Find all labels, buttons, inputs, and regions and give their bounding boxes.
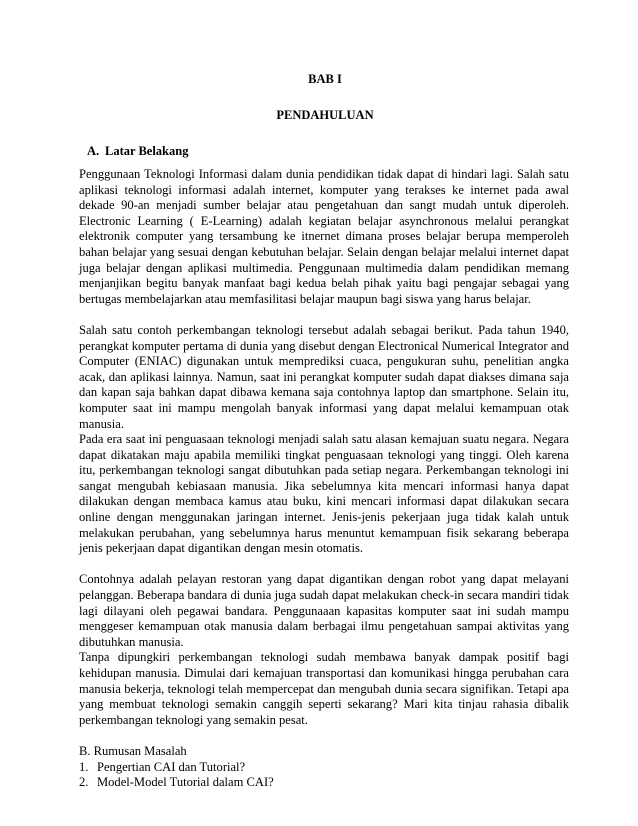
list-item bbox=[79, 775, 569, 791]
list-item-number: 2. bbox=[79, 775, 89, 790]
paragraph-intro: Penggunaan Teknologi Informasi dalam dunia pendidikan tidak dapat di hindari lagi. Salah satu aplikasi teknologi informasi adalah internet, komputer yang terakses ke internet pada awal dekade 90-an menjadi sumber belajar atau pengetahuan dan sangt mudah untuk diperoleh. Electronic Learning ( E-Learning) adalah kegiatan belajar asynchronous melalui perangkat elektronik computer yang tersambung ke itnernet dimana proses belajar berupa memperoleh bahan belajar yang sesuai dengan kebutuhan belajar. Selain dengan belajar melalui internet dapat juga belajar dengan aplikasi multimedia. Penggunaan multimedia dalam pendidikan memang menjanjikan begitu banyak manfaat bagi kedua belah pihak yaitu bagi pengajar sebagai yang bertugas membelajarkan atau memfasilitasi belajar maupun bagi siswa yang harus belajar. bbox=[79, 167, 569, 306]
section-a-title: Latar Belakang bbox=[105, 144, 189, 158]
paragraph-gap bbox=[79, 557, 569, 573]
chapter-number: BAB I bbox=[308, 72, 342, 86]
paragraph-impact: Tanpa dipungkiri perkembangan teknologi sudah membawa banyak dampak positif bagi kehidupan manusia. Dimulai dari kemajuan transportasi dan komunikasi hingga perubahan cara manusia bekerja, teknologi telah mempercepat dan mengubah dunia secara signifikan. Tetapi apa yang membuat teknologi semakin canggih seperti sekarang? Mari kita tinjau rahasia dibalik perkembangan teknologi yang semakin pesat. bbox=[79, 650, 569, 727]
list-item-text: Pengertian CAI dan Tutorial? bbox=[97, 759, 246, 774]
paragraph-example: Contohnya adalah pelayan restoran yang dapat digantikan dengan robot yang dapat melayani pelanggan. Beberapa bandara di dunia juga sudah dapat melakukan check-in secara mandiri tidak lagi dilayani oleh pegawai bandara. Penggunaaan kapasitas komputer saat ini sudah mampu menggeser kemampuan otak manusia dalam berbagai ilmu pengetahuan sampai aktivitas yang dibutuhkan manusia. bbox=[79, 572, 569, 649]
paragraph-eniac: Salah satu contoh perkembangan teknologi tersebut adalah sebagai berikut. Pada tahun 1940, perangkat komputer pertama di dunia yang disebut dengan Electronical Numerical Integrator and Computer (ENIAC) digunakan untuk memprediksi cuaca, pengukuran suhu, penelitian angka acak, dan aplikasi lainnya. Namun, saat ini perangkat komputer sudah dapat diakses dimana saja dan kapan saja bahkan dapat dibawa kemana saja contohnya laptop dan smartphone. Selain itu, komputer saat ini mampu mengolah banyak informasi yang dapat melalui kemampuan otak manusia. bbox=[79, 322, 569, 431]
problem-list bbox=[79, 760, 569, 791]
list-item-text: Model-Model Tutorial dalam CAI? bbox=[97, 775, 274, 790]
section-a-number: A. bbox=[87, 144, 100, 158]
list-item-number: 1. bbox=[79, 759, 89, 774]
section-a-heading bbox=[87, 143, 188, 159]
paragraph-gap bbox=[79, 307, 569, 323]
document-body bbox=[79, 167, 569, 791]
paragraph-gap bbox=[79, 728, 569, 744]
paragraph-era: Pada era saat ini penguasaan teknologi menjadi salah satu alasan kemajuan suatu negara. Negara dapat dikatakan maju apabila memiliki tingkat penguasaan teknologi yang tinggi. Oleh karena itu, perkembangan teknologi sangat dibutuhkan pada setiap negara. Perkembangan teknologi ini sangat mengubah kebiasaan manusia. Jika sebelumnya kita mencari informasi hanya dapat dilakukan dengan membaca kamus atau buku, kini mencari informasi dapat dilakukan secara online dengan menggunakan jaringan internet. Jenis-jenis pekerjaan juga tidak kalah untuk melakukan perubahan, yang sebelumnya harus menuntut kemampuan fisik sekarang beberapa jenis pekerjaan dapat digantikan dengan mesin otomatis. bbox=[79, 432, 569, 556]
section-b-title: B. Rumusan Masalah bbox=[79, 743, 187, 758]
chapter-title: PENDAHULUAN bbox=[276, 108, 374, 122]
list-item bbox=[79, 760, 569, 776]
